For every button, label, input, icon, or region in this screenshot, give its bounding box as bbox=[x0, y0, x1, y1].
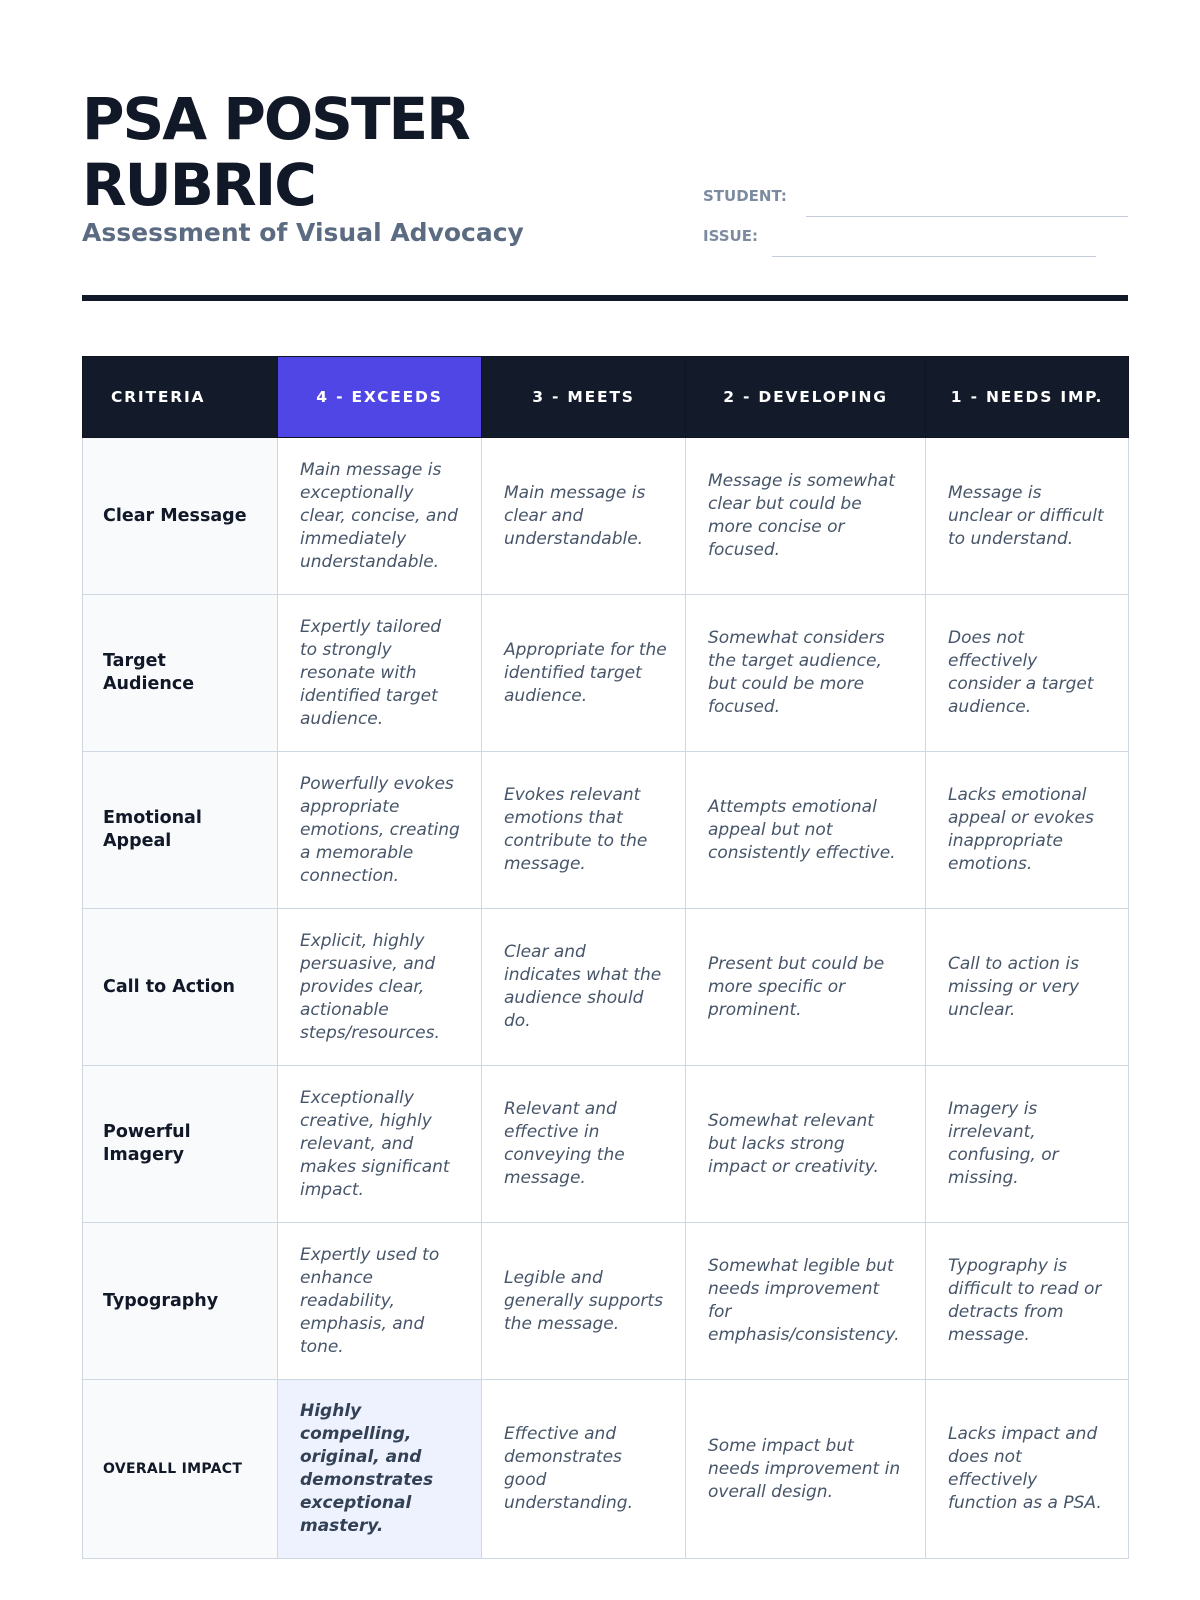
table-row bbox=[83, 909, 1129, 1066]
score-cell-developing: Present but could be more specific or prominent. bbox=[686, 909, 926, 1066]
column-header-meets: 3 - MEETS bbox=[482, 357, 686, 438]
issue-blank-line bbox=[772, 256, 1096, 257]
student-blank-line bbox=[806, 216, 1128, 217]
score-cell-needs-improvement: Does not effectively consider a target audience. bbox=[926, 595, 1129, 752]
student-field[interactable] bbox=[703, 187, 1128, 217]
score-cell-needs-improvement: Call to action is missing or very unclear. bbox=[926, 909, 1129, 1066]
table-row-overall bbox=[83, 1380, 1129, 1559]
page-subtitle: Assessment of Visual Advocacy bbox=[82, 218, 524, 247]
score-cell-developing: Attempts emotional appeal but not consistently effective. bbox=[686, 752, 926, 909]
column-header-needs-improvement: 1 - NEEDS IMP. bbox=[926, 357, 1129, 438]
table-header-row bbox=[83, 357, 1129, 438]
score-cell-needs-improvement: Typography is difficult to read or detracts from message. bbox=[926, 1223, 1129, 1380]
table-row bbox=[83, 1223, 1129, 1380]
rubric-table bbox=[82, 356, 1129, 1559]
score-cell-developing: Somewhat relevant but lacks strong impact or creativity. bbox=[686, 1066, 926, 1223]
table-row bbox=[83, 438, 1129, 595]
column-header-exceeds: 4 - EXCEEDS bbox=[278, 357, 482, 438]
score-cell-developing: Somewhat considers the target audience, but could be more focused. bbox=[686, 595, 926, 752]
issue-label: ISSUE: bbox=[703, 227, 758, 245]
table-row bbox=[83, 595, 1129, 752]
score-cell-meets: Legible and generally supports the message. bbox=[482, 1223, 686, 1380]
criterion-cell: OVERALL IMPACT bbox=[83, 1380, 278, 1559]
criterion-cell: Emotional Appeal bbox=[83, 752, 278, 909]
score-cell-exceeds: Expertly used to enhance readability, emphasis, and tone. bbox=[278, 1223, 482, 1380]
score-cell-exceeds-highlighted: Highly compelling, original, and demonstrates exceptional mastery. bbox=[278, 1380, 482, 1559]
score-cell-meets: Main message is clear and understandable. bbox=[482, 438, 686, 595]
table-row bbox=[83, 1066, 1129, 1223]
score-cell-meets: Effective and demonstrates good understanding. bbox=[482, 1380, 686, 1559]
issue-field[interactable] bbox=[703, 227, 1096, 257]
score-cell-meets: Clear and indicates what the audience should do. bbox=[482, 909, 686, 1066]
score-cell-needs-improvement: Message is unclear or difficult to understand. bbox=[926, 438, 1129, 595]
score-cell-meets: Evokes relevant emotions that contribute to the message. bbox=[482, 752, 686, 909]
column-header-developing: 2 - DEVELOPING bbox=[686, 357, 926, 438]
criterion-cell: Call to Action bbox=[83, 909, 278, 1066]
score-cell-exceeds: Powerfully evokes appropriate emotions, creating a memorable connection. bbox=[278, 752, 482, 909]
score-cell-meets: Appropriate for the identified target audience. bbox=[482, 595, 686, 752]
score-cell-needs-improvement: Lacks impact and does not effectively function as a PSA. bbox=[926, 1380, 1129, 1559]
score-cell-needs-improvement: Imagery is irrelevant, confusing, or missing. bbox=[926, 1066, 1129, 1223]
score-cell-exceeds: Explicit, highly persuasive, and provides clear, actionable steps/resources. bbox=[278, 909, 482, 1066]
page-title: PSA POSTER RUBRIC bbox=[82, 85, 469, 219]
column-header-criteria: CRITERIA bbox=[83, 357, 278, 438]
score-cell-developing: Message is somewhat clear but could be more concise or focused. bbox=[686, 438, 926, 595]
student-label: STUDENT: bbox=[703, 187, 787, 205]
score-cell-meets: Relevant and effective in conveying the message. bbox=[482, 1066, 686, 1223]
score-cell-developing: Some impact but needs improvement in overall design. bbox=[686, 1380, 926, 1559]
score-cell-exceeds: Expertly tailored to strongly resonate with identified target audience. bbox=[278, 595, 482, 752]
criterion-cell: Typography bbox=[83, 1223, 278, 1380]
score-cell-exceeds: Main message is exceptionally clear, concise, and immediately understandable. bbox=[278, 438, 482, 595]
header-divider bbox=[82, 295, 1128, 301]
criterion-cell: Powerful Imagery bbox=[83, 1066, 278, 1223]
criterion-cell: Target Audience bbox=[83, 595, 278, 752]
score-cell-developing: Somewhat legible but needs improvement for emphasis/consistency. bbox=[686, 1223, 926, 1380]
criterion-cell: Clear Message bbox=[83, 438, 278, 595]
score-cell-needs-improvement: Lacks emotional appeal or evokes inappropriate emotions. bbox=[926, 752, 1129, 909]
score-cell-exceeds: Exceptionally creative, highly relevant, and makes significant impact. bbox=[278, 1066, 482, 1223]
table-row bbox=[83, 752, 1129, 909]
